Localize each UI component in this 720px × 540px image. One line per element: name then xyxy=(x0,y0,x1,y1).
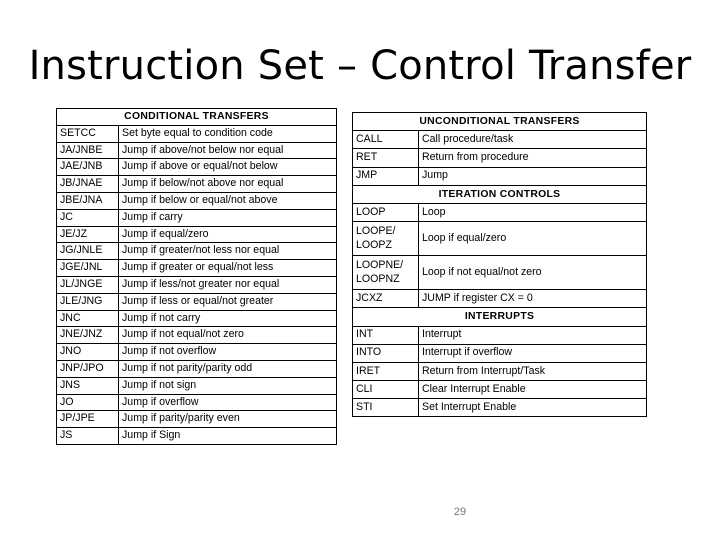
instruction-mnemonic: CLI xyxy=(353,381,419,399)
instruction-description: Set Interrupt Enable xyxy=(419,399,647,417)
table-row xyxy=(57,360,337,377)
table-row xyxy=(57,276,337,293)
instruction-description: Interrupt if overflow xyxy=(419,344,647,362)
table-row xyxy=(57,226,337,243)
instruction-description: Clear Interrupt Enable xyxy=(419,381,647,399)
instruction-description: Call procedure/task xyxy=(419,131,647,149)
instruction-mnemonic: JO xyxy=(57,394,119,411)
table-header-row xyxy=(353,185,647,203)
instruction-description: Jump if less/not greater nor equal xyxy=(119,276,337,293)
table-row xyxy=(57,125,337,142)
table-row xyxy=(353,149,647,167)
instruction-description: Jump if above/not below nor equal xyxy=(119,142,337,159)
table-row xyxy=(57,394,337,411)
unconditional-transfers-heading: UNCONDITIONAL TRANSFERS xyxy=(353,113,647,131)
instruction-description: Jump if overflow xyxy=(119,394,337,411)
conditional-transfers-heading: CONDITIONAL TRANSFERS xyxy=(57,109,337,126)
instruction-mnemonic: INT xyxy=(353,326,419,344)
table-row xyxy=(57,260,337,277)
table-header-row xyxy=(57,109,337,126)
instruction-mnemonic: JB/JNAE xyxy=(57,176,119,193)
table-row xyxy=(353,167,647,185)
table-row xyxy=(57,192,337,209)
table-row xyxy=(353,362,647,380)
page-number: 29 xyxy=(453,506,467,518)
table-row xyxy=(57,327,337,344)
table-row xyxy=(57,159,337,176)
instruction-mnemonic: LOOPNE/ LOOPNZ xyxy=(353,256,419,290)
instruction-mnemonic: JL/JNGE xyxy=(57,276,119,293)
conditional-transfers-body xyxy=(57,109,337,445)
instruction-description: Jump if greater/not less nor equal xyxy=(119,243,337,260)
instruction-mnemonic: JAE/JNB xyxy=(57,159,119,176)
instruction-description: Jump if less or equal/not greater xyxy=(119,293,337,310)
instruction-mnemonic: LOOP xyxy=(353,203,419,221)
table-row xyxy=(57,209,337,226)
table-row xyxy=(57,411,337,428)
table-row xyxy=(353,131,647,149)
table-row xyxy=(353,222,647,256)
instruction-description: Loop xyxy=(419,203,647,221)
iteration-controls-heading: ITERATION CONTROLS xyxy=(353,185,647,203)
instruction-description: Jump if below/not above nor equal xyxy=(119,176,337,193)
instruction-mnemonic: JS xyxy=(57,428,119,445)
instruction-mnemonic: JNO xyxy=(57,344,119,361)
table-row xyxy=(57,142,337,159)
table-row xyxy=(353,344,647,362)
instruction-description: Jump if not parity/parity odd xyxy=(119,360,337,377)
instruction-description: Jump if greater or equal/not less xyxy=(119,260,337,277)
instruction-description: Jump if not overflow xyxy=(119,344,337,361)
instruction-description: JUMP if register CX = 0 xyxy=(419,290,647,308)
instruction-mnemonic: CALL xyxy=(353,131,419,149)
instruction-description: Jump if above or equal/not below xyxy=(119,159,337,176)
table-row xyxy=(353,290,647,308)
instruction-mnemonic: SETCC xyxy=(57,125,119,142)
instruction-mnemonic: INTO xyxy=(353,344,419,362)
instruction-mnemonic: JNS xyxy=(57,377,119,394)
instruction-mnemonic: JMP xyxy=(353,167,419,185)
instruction-mnemonic: JG/JNLE xyxy=(57,243,119,260)
conditional-transfers-table xyxy=(56,108,337,445)
instruction-description: Jump if parity/parity even xyxy=(119,411,337,428)
instruction-mnemonic: JNP/JPO xyxy=(57,360,119,377)
instruction-mnemonic: JE/JZ xyxy=(57,226,119,243)
instruction-mnemonic: JNC xyxy=(57,310,119,327)
instruction-description: Jump if Sign xyxy=(119,428,337,445)
instruction-description: Loop if equal/zero xyxy=(419,222,647,256)
table-row xyxy=(57,310,337,327)
instruction-description: Jump if below or equal/not above xyxy=(119,192,337,209)
table-header-row xyxy=(353,113,647,131)
instruction-description: Set byte equal to condition code xyxy=(119,125,337,142)
instruction-description: Jump if carry xyxy=(119,209,337,226)
instruction-mnemonic: JNE/JNZ xyxy=(57,327,119,344)
instruction-mnemonic: JP/JPE xyxy=(57,411,119,428)
right-instructions-body xyxy=(353,113,647,417)
table-row xyxy=(353,381,647,399)
table-row xyxy=(353,399,647,417)
instruction-description: Jump if equal/zero xyxy=(119,226,337,243)
table-row xyxy=(353,326,647,344)
instruction-mnemonic: JGE/JNL xyxy=(57,260,119,277)
table-row xyxy=(57,344,337,361)
instruction-mnemonic: JC xyxy=(57,209,119,226)
instruction-mnemonic: LOOPE/ LOOPZ xyxy=(353,222,419,256)
instruction-mnemonic: JA/JNBE xyxy=(57,142,119,159)
table-row xyxy=(57,428,337,445)
table-row xyxy=(57,377,337,394)
instruction-mnemonic: RET xyxy=(353,149,419,167)
instruction-mnemonic: JCXZ xyxy=(353,290,419,308)
right-instructions-table xyxy=(352,112,647,417)
table-row xyxy=(57,176,337,193)
instruction-mnemonic: JLE/JNG xyxy=(57,293,119,310)
table-row xyxy=(353,256,647,290)
table-row xyxy=(353,203,647,221)
table-header-row xyxy=(353,308,647,326)
instruction-mnemonic: JBE/JNA xyxy=(57,192,119,209)
instruction-description: Jump xyxy=(419,167,647,185)
instruction-mnemonic: STI xyxy=(353,399,419,417)
table-row xyxy=(57,243,337,260)
table-row xyxy=(57,293,337,310)
instruction-description: Jump if not equal/not zero xyxy=(119,327,337,344)
instruction-description: Interrupt xyxy=(419,326,647,344)
instruction-mnemonic: IRET xyxy=(353,362,419,380)
instruction-description: Return from procedure xyxy=(419,149,647,167)
instruction-description: Loop if not equal/not zero xyxy=(419,256,647,290)
instruction-description: Jump if not carry xyxy=(119,310,337,327)
slide-title: Instruction Set – Control Transfer xyxy=(28,43,692,89)
interrupts-heading: INTERRUPTS xyxy=(353,308,647,326)
instruction-description: Return from Interrupt/Task xyxy=(419,362,647,380)
instruction-description: Jump if not sign xyxy=(119,377,337,394)
